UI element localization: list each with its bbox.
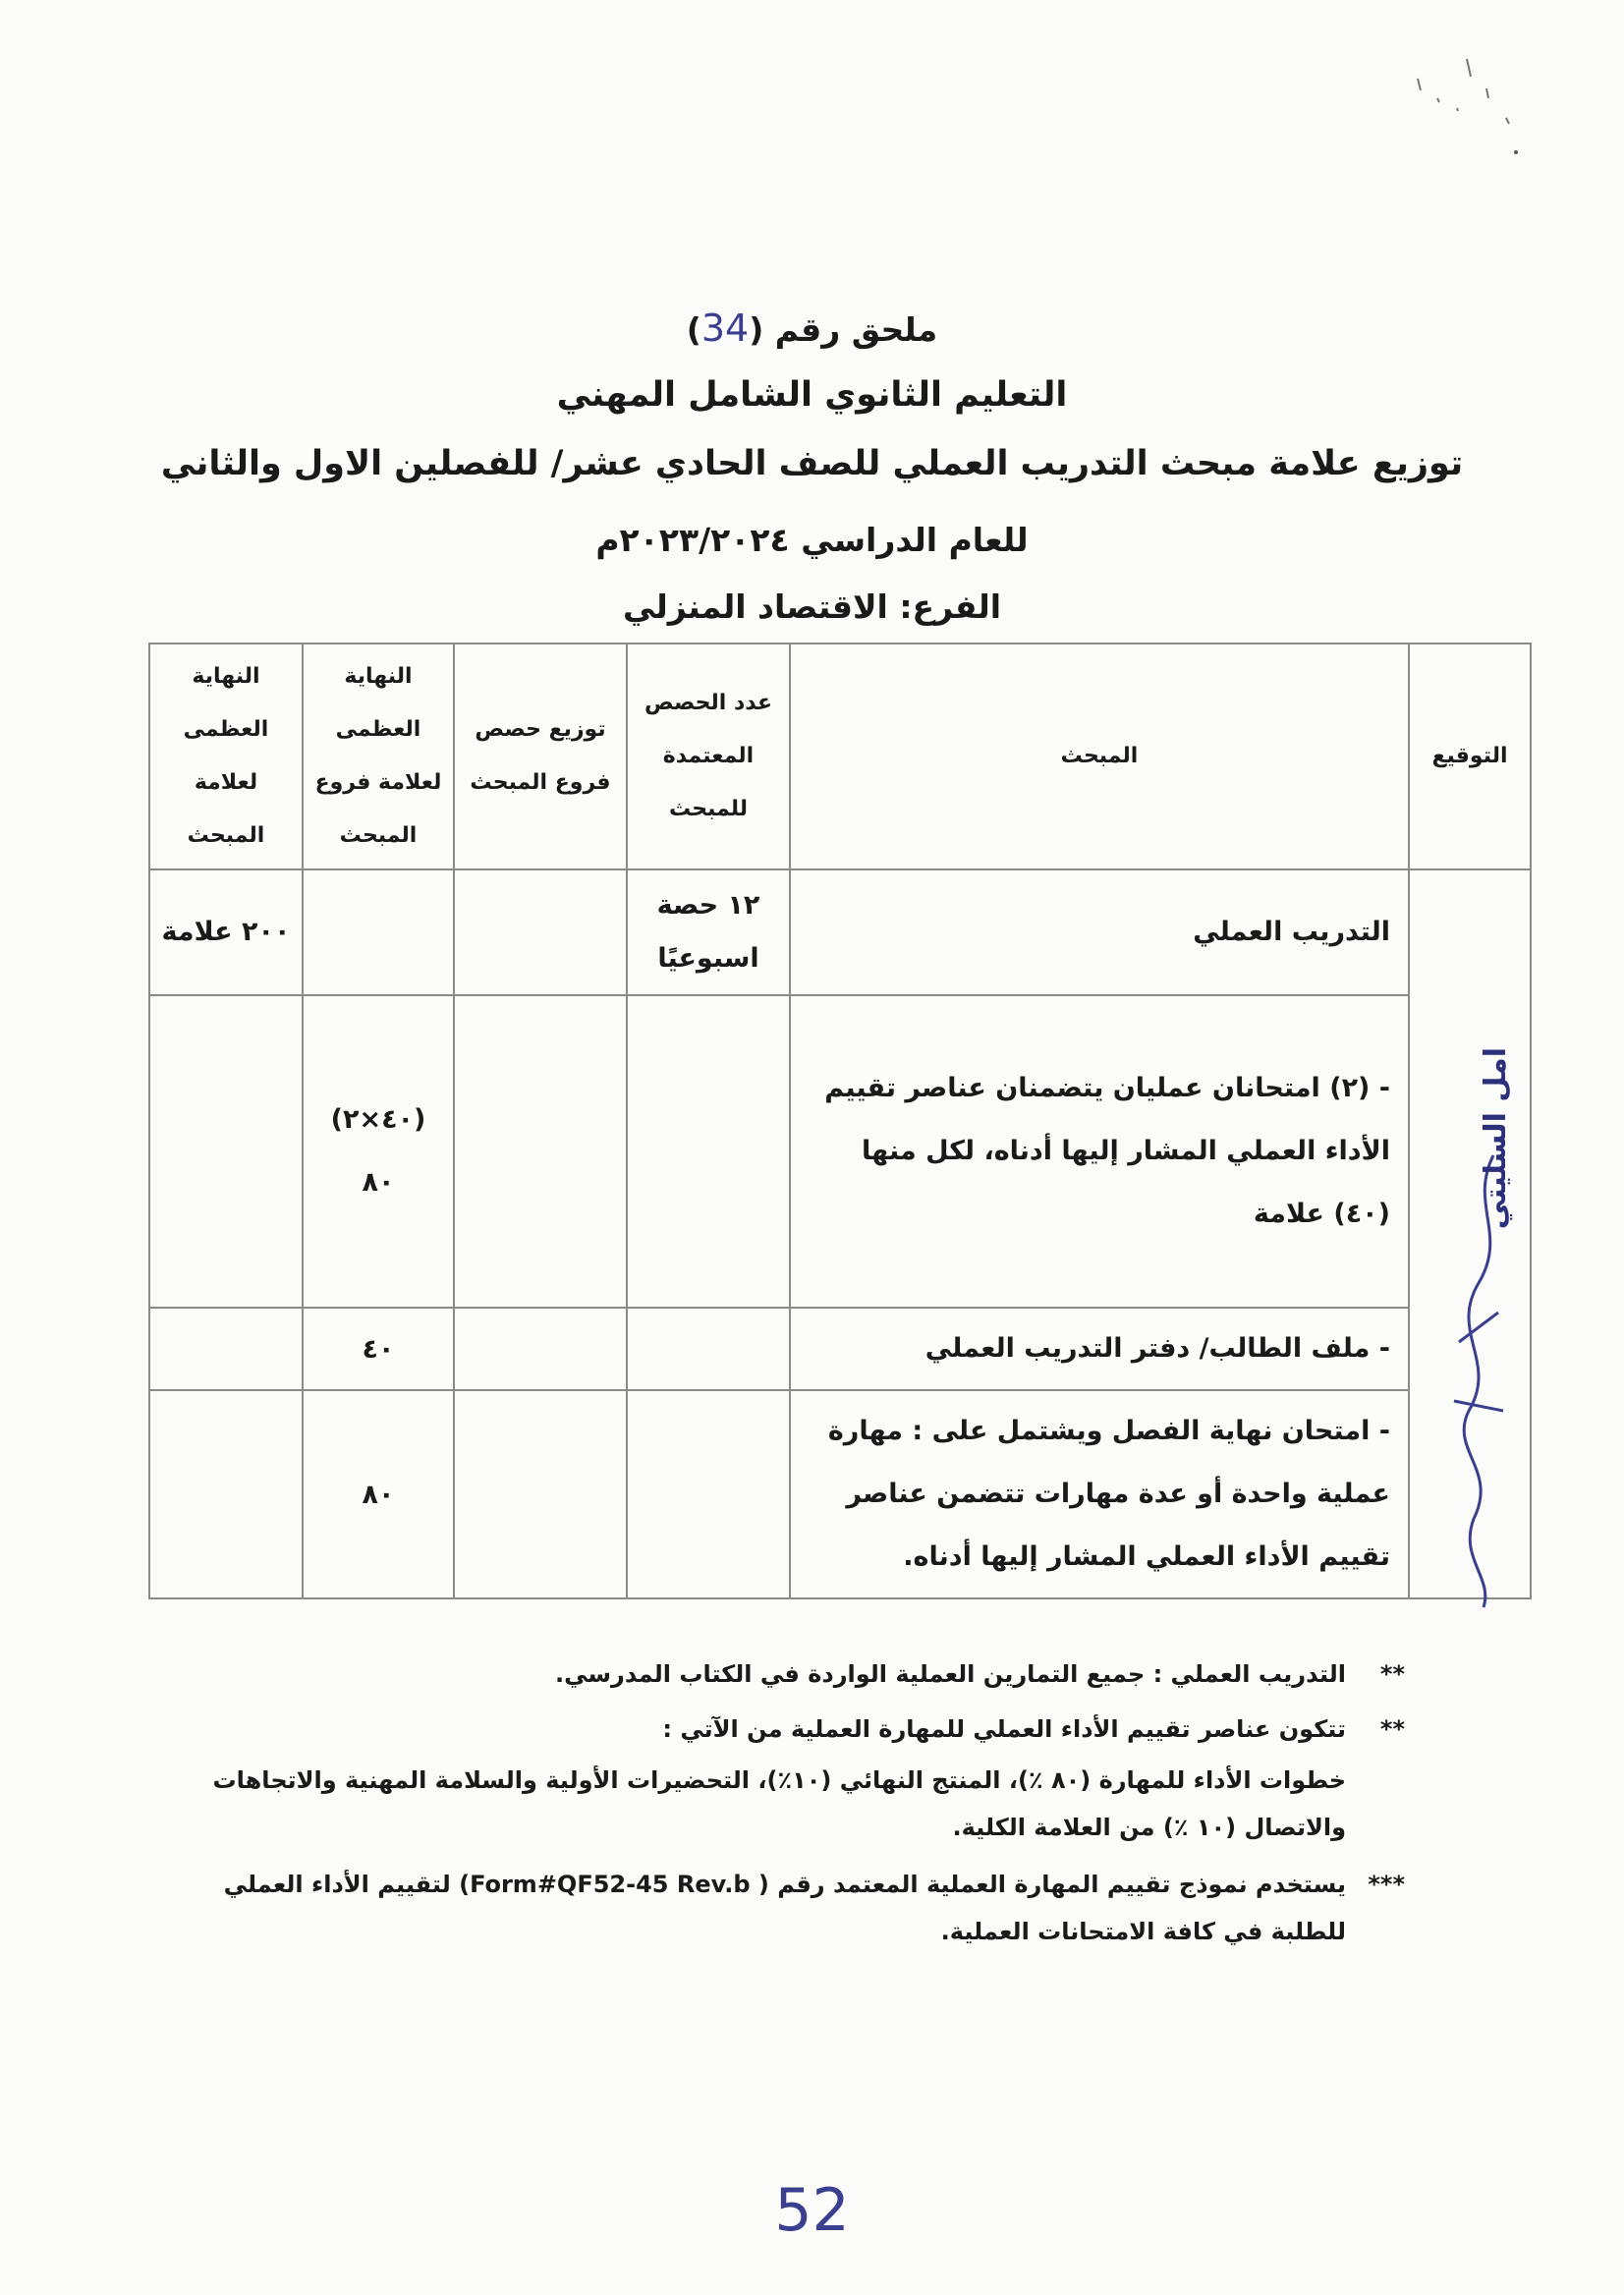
row2-subject-max [149,995,303,1308]
note-marker: *** [1368,1871,1405,1898]
notes-section [167,1651,1405,1955]
branch-title: الفرع: الاقتصاد المنزلي [622,588,1002,626]
note-marker [1346,1757,1405,1851]
corner-pen-marks [1398,39,1545,167]
row1-subject-max: ٢٠٠ علامة [149,869,303,995]
header-subject-max: النهاية العظمى لعلامة المبحث [149,644,303,869]
note-item [167,1757,1405,1851]
row4-subject-max [149,1390,303,1598]
signature-name: امل السليتي [1479,1047,1513,1230]
header-branch-max: النهاية العظمى لعلامة فروع المبحث [303,644,454,869]
note-text: يستخدم نموذج تقييم المهارة العملية المعتمد رقم ( Form#QF52-45 Rev.b) لتقييم الأداء العملي للطلبة في كافة الامتحانات العملية. [223,1871,1346,1945]
header-distribution: توزيع حصص فروع المبحث [454,644,627,869]
distribution-table [148,643,1532,1599]
program-title: التعليم الثانوي الشامل المهني [556,375,1068,415]
row2-branch-max-value: ٨٠ [362,1167,395,1198]
row3-branch-max: ٤٠ [303,1308,454,1390]
annex-number: 34 [700,307,750,350]
row4-subject: - امتحان نهاية الفصل ويشتمل على : مهارة عملية واحدة أو عدة مهارات تتضمن عناصر تقييم الأداء العملي المشار إليها أدناه. [790,1390,1409,1598]
row1-branch-max [303,869,454,995]
row1-subject: التدريب العملي [790,869,1409,995]
row4-periods [627,1390,790,1598]
signature-cell [1409,869,1531,1598]
row2-branch-max-formula: (٤٠×٢) [330,1104,426,1135]
row3-distribution [454,1308,627,1390]
annex-title [0,307,1624,350]
header-periods: عدد الحصص المعتمدة للمبحث [627,644,790,869]
note-text: تتكون عناصر تقييم الأداء العملي للمهارة العملية من الآتي : [662,1715,1346,1743]
row4-branch-max: ٨٠ [303,1390,454,1598]
page-number: 52 [774,2176,850,2245]
note-item [167,1861,1405,1955]
table-row [149,1308,1531,1390]
table-row [149,1390,1531,1598]
row2-subject: - (٢) امتحانان عمليان يتضمنان عناصر تقييم الأداء العملي المشار إليها أدناه، لكل منها (٤٠) علامة [790,995,1409,1308]
table-row [149,995,1531,1308]
annex-label: ملحق رقم ( [749,310,938,349]
row3-periods [627,1308,790,1390]
row3-subject-max [149,1308,303,1390]
document-title: توزيع علامة مبحث التدريب العملي للصف الحادي عشر/ للفصلين الاول والثاني [160,444,1464,483]
row1-periods: ١٢ حصة اسبوعيًا [627,869,790,995]
note-marker: ** [1379,1660,1405,1688]
header-subject: المبحث [790,644,1409,869]
table-header-row [149,644,1531,869]
annex-close: ) [686,310,701,349]
note-marker: ** [1379,1715,1405,1743]
header-signature: التوقيع [1409,644,1531,869]
academic-year: للعام الدراسي ٢٠٢٣/٢٠٢٤م [595,521,1029,559]
row2-distribution [454,995,627,1308]
note-text: التدريب العملي : جميع التمارين العملية الواردة في الكتاب المدرسي. [555,1660,1346,1688]
table-row [149,869,1531,995]
row4-distribution [454,1390,627,1598]
note-text: خطوات الأداء للمهارة (٨٠ ٪)، المنتج النهائي (١٠٪)، التحضيرات الأولية والسلامة المهنية والاتجاهات والاتصال (١٠ ٪) من العلامة الكلية. [212,1766,1346,1841]
row3-subject: - ملف الطالب/ دفتر التدريب العملي [790,1308,1409,1390]
note-item [167,1651,1405,1698]
note-item [167,1706,1405,1753]
row2-periods [627,995,790,1308]
row2-branch-max [303,995,454,1308]
row1-distribution [454,869,627,995]
